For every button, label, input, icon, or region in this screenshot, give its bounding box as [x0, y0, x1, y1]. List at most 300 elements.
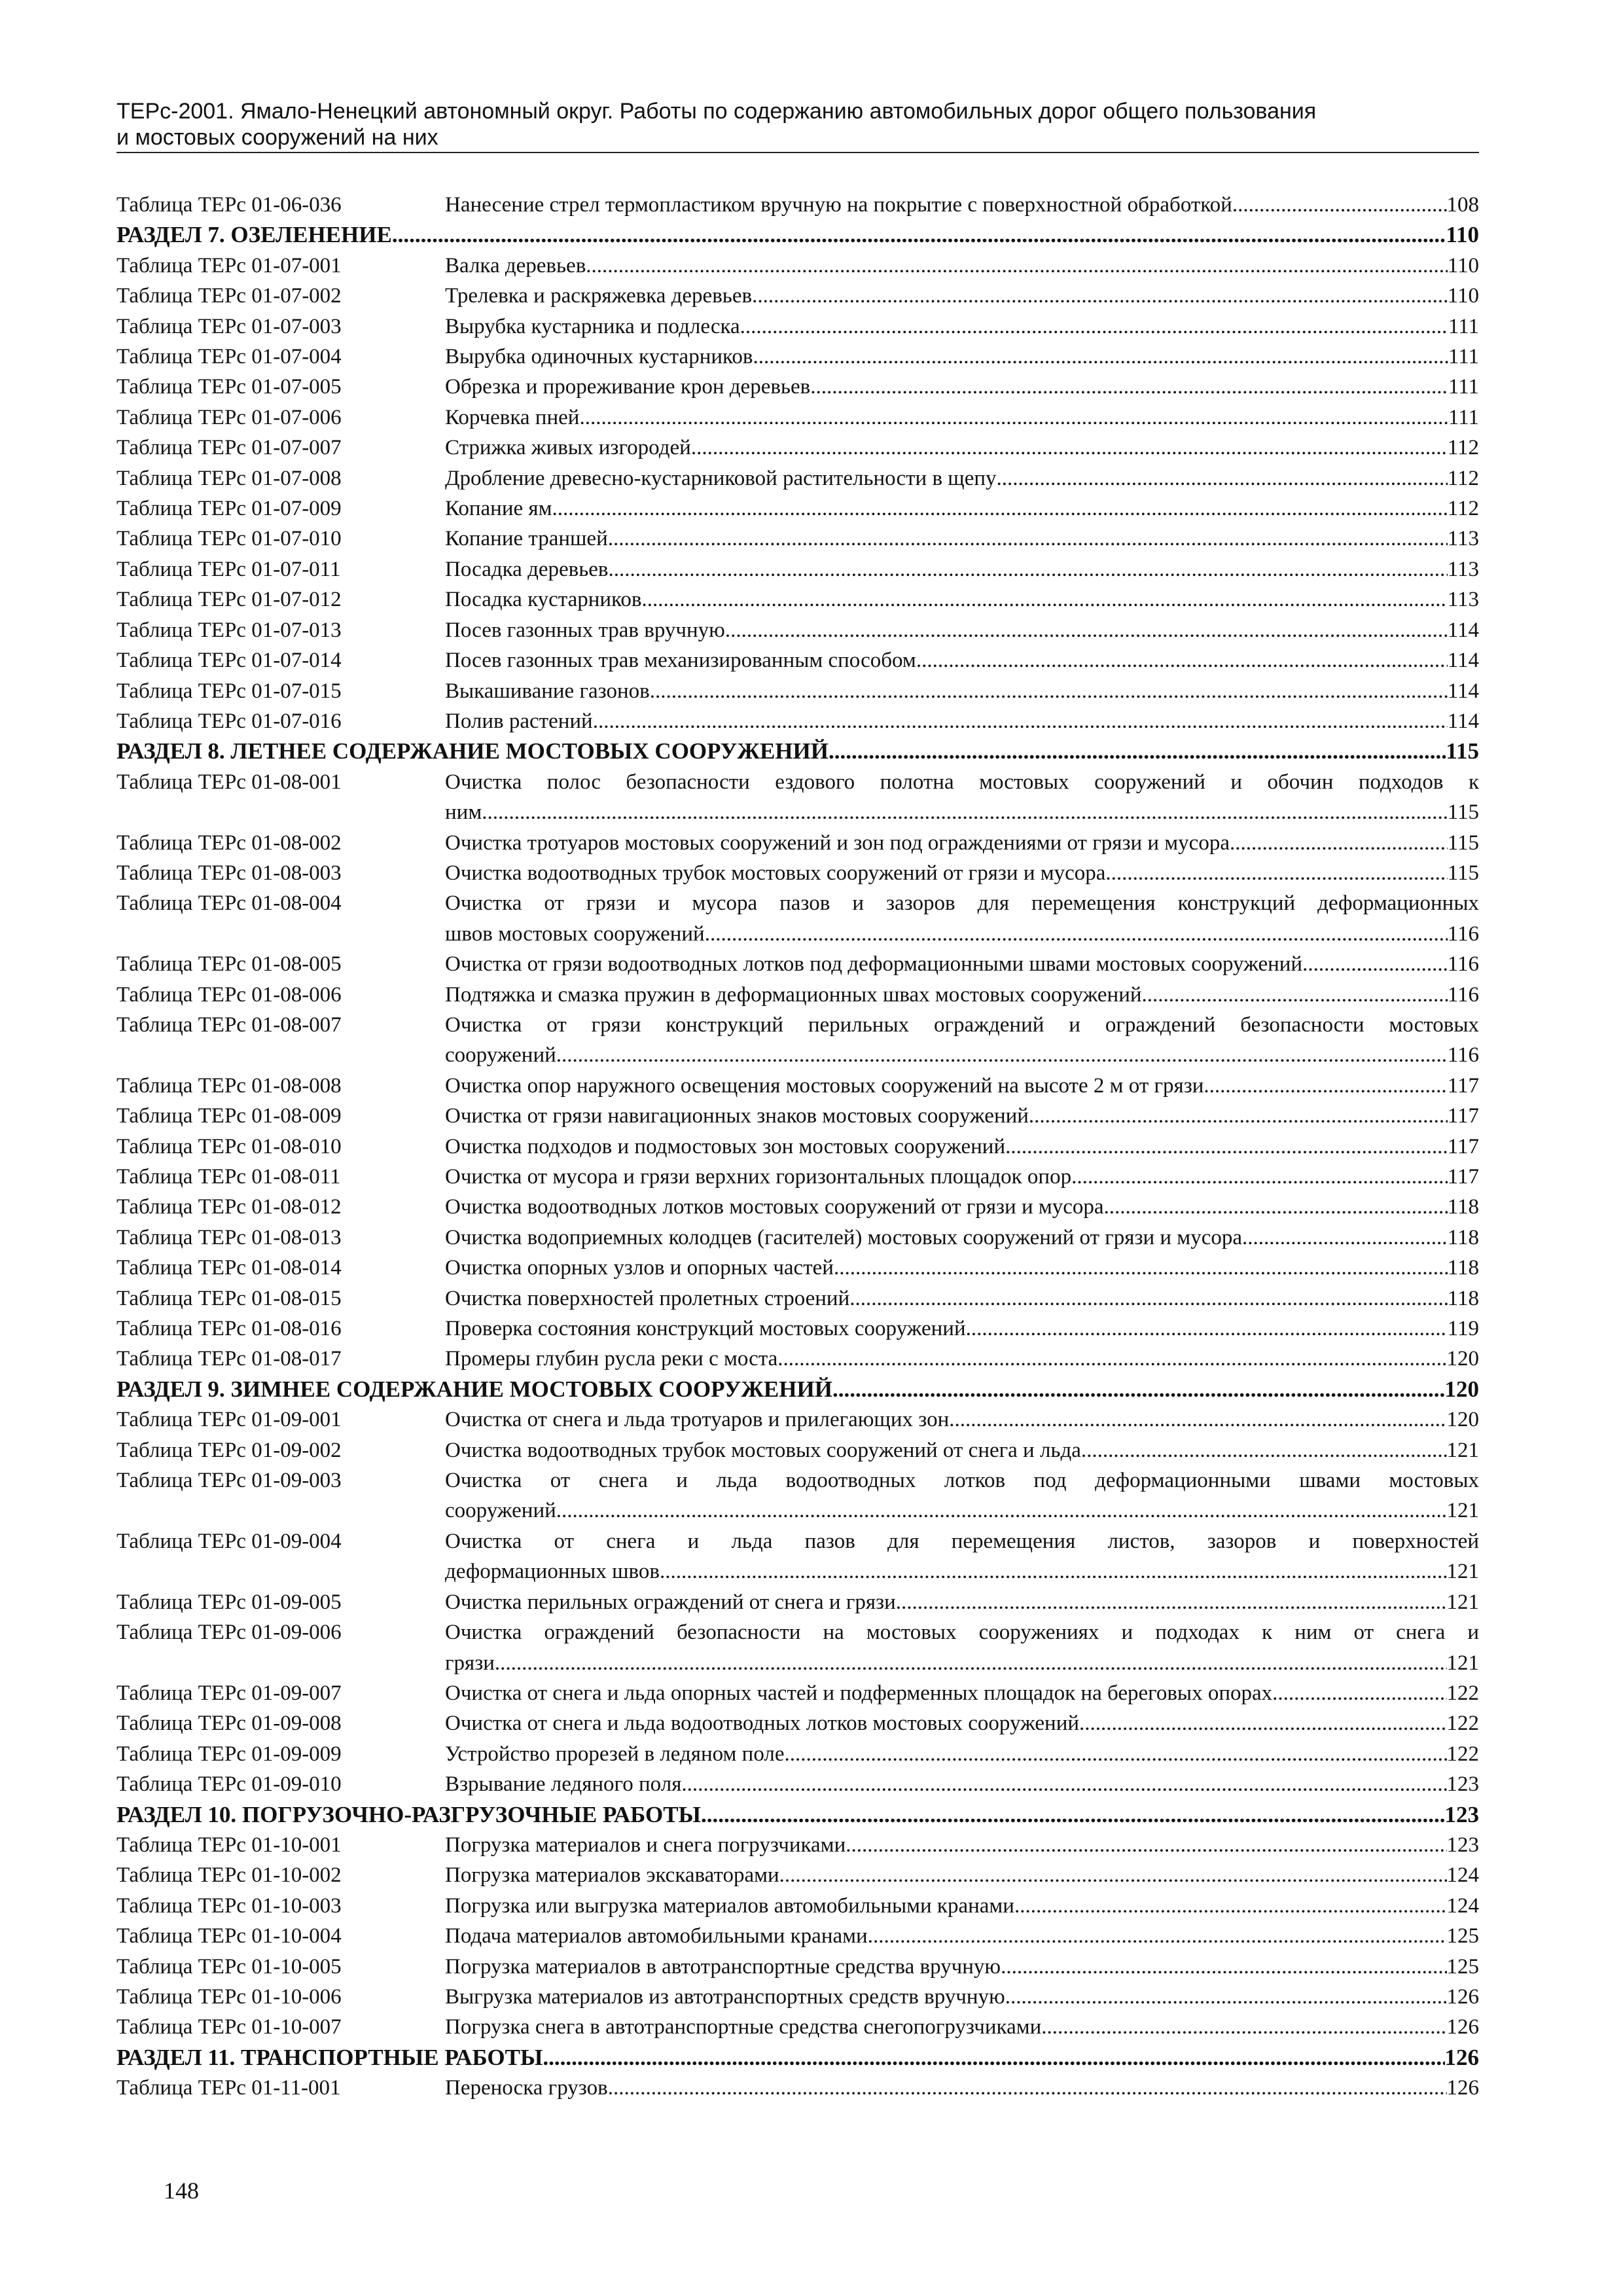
dot-leader — [1302, 949, 1448, 979]
table-description — [445, 312, 1479, 342]
entry-page-number: 125 — [1446, 1954, 1479, 1979]
table-code: Таблица ТЕРс 01-07-007 — [116, 436, 342, 460]
table-code: Таблица ТЕРс 01-09-005 — [116, 1590, 342, 1614]
description-last-line — [445, 342, 1479, 372]
description-text: Взрывание ледяного поля — [445, 1772, 682, 1797]
table-description — [445, 433, 1479, 463]
description-line: Очистка ограждений безопасности на мостовых сооружениях и подходах к ним от снега и — [445, 1621, 1479, 1645]
table-description — [445, 1132, 1479, 1162]
dot-leader — [1005, 1132, 1448, 1162]
section-page-number: 123 — [1444, 1801, 1479, 1827]
toc-entry — [116, 433, 1479, 463]
table-description — [445, 2073, 1479, 2103]
dot-leader — [997, 463, 1448, 493]
dot-leader — [482, 797, 1448, 827]
entry-page-number: 116 — [1447, 952, 1479, 977]
description-last-line — [445, 1891, 1479, 1921]
toc-entry — [116, 524, 1479, 554]
toc-entry — [116, 676, 1479, 706]
dot-leader — [832, 1374, 1445, 1405]
toc-entry — [116, 1101, 1479, 1131]
entry-page-number: 114 — [1447, 709, 1479, 733]
table-code: Таблица ТЕРс 01-08-006 — [116, 982, 342, 1007]
description-text: швов мостовых сооружений — [445, 922, 705, 946]
description-last-line — [445, 1314, 1479, 1344]
table-description — [445, 615, 1479, 645]
entry-page-number: 126 — [1446, 2015, 1479, 2039]
toc-entry — [116, 1830, 1479, 1860]
toc-entry — [116, 584, 1479, 615]
dot-leader — [966, 1314, 1448, 1344]
section-heading — [116, 2043, 1479, 2073]
dot-leader — [608, 2073, 1447, 2103]
description-last-line — [445, 1435, 1479, 1465]
table-description — [445, 1314, 1479, 1344]
entry-page-number: 117 — [1447, 1165, 1479, 1189]
table-description — [445, 1405, 1479, 1435]
entry-page-number: 115 — [1447, 831, 1479, 855]
table-code: Таблица ТЕРс 01-08-017 — [116, 1347, 342, 1371]
section-title: РАЗДЕЛ 7. ОЗЕЛЕНЕНИЕ — [116, 222, 392, 248]
entry-page-number: 121 — [1446, 1560, 1479, 1584]
description-text: Полив растений — [445, 709, 593, 733]
description-text: Копание траншей — [445, 527, 608, 551]
dot-leader — [552, 493, 1447, 524]
table-code: Таблица ТЕРс 01-10-005 — [116, 1954, 342, 1979]
table-code: Таблица ТЕРс 01-06-036 — [116, 193, 342, 217]
entry-page-number: 116 — [1447, 1043, 1479, 1067]
table-description — [445, 1830, 1479, 1860]
table-description — [445, 463, 1479, 493]
dot-leader — [1232, 190, 1447, 220]
dot-leader — [681, 1769, 1446, 1799]
description-last-line — [445, 1587, 1479, 1617]
toc-entry — [116, 493, 1479, 524]
table-code: Таблица ТЕРс 01-07-012 — [116, 588, 342, 612]
toc-entry — [116, 1982, 1479, 2012]
entry-page-number: 113 — [1447, 527, 1479, 551]
description-text: Очистка подходов и подмостовых зон мостовых сооружений — [445, 1134, 1006, 1158]
entry-page-number: 112 — [1447, 497, 1479, 521]
section-heading — [116, 1374, 1479, 1405]
table-description — [445, 1101, 1479, 1131]
section-page-number: 120 — [1444, 1376, 1479, 1402]
entry-page-number: 119 — [1447, 1317, 1479, 1341]
entry-page-number: 123 — [1446, 1772, 1479, 1797]
description-last-line — [445, 1496, 1479, 1526]
description-last-line — [445, 1921, 1479, 1951]
table-code: Таблица ТЕРс 01-09-002 — [116, 1438, 342, 1462]
entry-page-number: 110 — [1447, 284, 1479, 308]
dot-leader — [543, 2043, 1444, 2073]
toc-entry — [116, 1465, 1479, 1526]
toc-entry — [116, 1708, 1479, 1738]
description-line: Очистка от снега и льда водоотводных лотков под деформационными швами мостовых — [445, 1469, 1479, 1493]
description-text: Очистка от снега и льда тротуаров и прилегающих зон — [445, 1408, 950, 1432]
table-code: Таблица ТЕРс 01-10-003 — [116, 1893, 342, 1918]
section-title: РАЗДЕЛ 8. ЛЕТНЕЕ СОДЕРЖАНИЕ МОСТОВЫХ СООРУЖЕНИЙ — [116, 738, 829, 764]
table-description — [445, 1617, 1479, 1678]
table-code: Таблица ТЕРс 01-07-001 — [116, 253, 342, 278]
description-last-line — [445, 1556, 1479, 1587]
section-page-number: 126 — [1444, 2044, 1479, 2070]
entry-page-number: 111 — [1448, 345, 1479, 369]
entry-page-number: 126 — [1446, 2076, 1479, 2100]
table-code: Таблица ТЕРс 01-08-016 — [116, 1317, 342, 1341]
dot-leader — [586, 251, 1447, 281]
toc-entry — [116, 980, 1479, 1010]
table-code: Таблица ТЕРс 01-08-013 — [116, 1225, 342, 1249]
toc-entry — [116, 1739, 1479, 1769]
entry-page-number: 121 — [1446, 1651, 1479, 1675]
table-description — [445, 676, 1479, 706]
table-description — [445, 1223, 1479, 1253]
description-text: Стрижка живых изгородей — [445, 436, 691, 460]
description-last-line — [445, 463, 1479, 493]
toc-entry — [116, 1253, 1479, 1283]
toc-entry — [116, 828, 1479, 858]
entry-page-number: 112 — [1447, 466, 1479, 490]
dot-leader — [642, 584, 1448, 615]
toc-entry — [116, 281, 1479, 311]
entry-page-number: 111 — [1448, 405, 1479, 429]
description-text: Очистка опорных узлов и опорных частей — [445, 1256, 834, 1280]
entry-page-number: 121 — [1446, 1438, 1479, 1462]
dot-leader — [810, 372, 1448, 402]
description-text: Устройство прорезей в ледяном поле — [445, 1742, 785, 1766]
description-text: Обрезка и прореживание крон деревьев — [445, 375, 811, 399]
toc-entry — [116, 1617, 1479, 1678]
entry-page-number: 118 — [1447, 1256, 1479, 1280]
description-last-line — [445, 433, 1479, 463]
toc-entry — [116, 1010, 1479, 1071]
description-text: Очистка от мусора и грязи верхних горизонтальных площадок опор — [445, 1165, 1072, 1189]
table-code: Таблица ТЕРс 01-07-006 — [116, 405, 342, 429]
dot-leader — [691, 433, 1448, 463]
table-description — [445, 1739, 1479, 1769]
table-code: Таблица ТЕРс 01-09-008 — [116, 1712, 342, 1736]
toc-entry — [116, 2073, 1479, 2103]
table-code: Таблица ТЕРс 01-07-005 — [116, 375, 342, 399]
entry-page-number: 114 — [1447, 679, 1479, 703]
description-text: Очистка перильных ограждений от снега и грязи — [445, 1590, 896, 1614]
description-last-line — [445, 1952, 1479, 1982]
description-text: Корчевка пней — [445, 405, 580, 429]
entry-page-number: 122 — [1446, 1681, 1479, 1705]
entry-page-number: 111 — [1448, 314, 1479, 338]
toc-entry — [116, 888, 1479, 949]
table-code: Таблица ТЕРс 01-07-011 — [116, 557, 341, 581]
entry-page-number: 116 — [1447, 982, 1479, 1007]
table-description — [445, 493, 1479, 524]
table-description — [445, 1435, 1479, 1465]
description-text: Очистка водоотводных лотков мостовых сооружений от грязи и мусора — [445, 1195, 1104, 1219]
entry-page-number: 123 — [1446, 1833, 1479, 1857]
table-description — [445, 828, 1479, 858]
toc-entry — [116, 767, 1479, 828]
dot-leader — [1204, 1071, 1447, 1101]
dot-leader — [1242, 1223, 1448, 1253]
description-last-line — [445, 524, 1479, 554]
description-text: Очистка водоотводных трубок мостовых сооружений от снега и льда — [445, 1438, 1081, 1462]
description-line: Очистка от снега и льда пазов для перемещения листов, зазоров и поверхностей — [445, 1529, 1479, 1553]
entry-page-number: 112 — [1447, 436, 1479, 460]
dot-leader — [1142, 980, 1448, 1010]
description-text: сооружений — [445, 1043, 556, 1067]
table-description — [445, 251, 1479, 281]
toc-entry — [116, 372, 1479, 402]
entry-page-number: 113 — [1447, 588, 1479, 612]
table-description — [445, 1587, 1479, 1617]
table-description — [445, 342, 1479, 372]
dot-leader — [1005, 1982, 1447, 2012]
table-code: Таблица ТЕРс 01-07-009 — [116, 497, 342, 521]
description-last-line — [445, 615, 1479, 645]
toc-entry — [116, 1314, 1479, 1344]
entry-page-number: 124 — [1446, 1863, 1479, 1888]
description-text: Очистка водоприемных колодцев (гасителей) мостовых сооружений от грязи и мусора — [445, 1225, 1242, 1249]
table-code: Таблица ТЕРс 01-07-010 — [116, 527, 342, 551]
table-of-contents — [116, 190, 1479, 2104]
table-description — [445, 1465, 1479, 1526]
table-code: Таблица ТЕРс 01-09-010 — [116, 1772, 342, 1797]
description-last-line — [445, 1860, 1479, 1890]
table-description — [445, 1952, 1479, 1982]
description-text: Подача материалов автомобильными кранами — [445, 1924, 868, 1948]
table-code: Таблица ТЕРс 01-10-002 — [116, 1863, 342, 1888]
table-description — [445, 1982, 1479, 2012]
section-title: РАЗДЕЛ 11. ТРАНСПОРТНЫЕ РАБОТЫ — [116, 2044, 543, 2070]
description-last-line — [445, 251, 1479, 281]
description-text: Погрузка материалов экскаваторами — [445, 1863, 779, 1888]
toc-entry — [116, 342, 1479, 372]
description-last-line — [445, 2073, 1479, 2103]
section-heading — [116, 1800, 1479, 1830]
table-description — [445, 1860, 1479, 1890]
toc-entry — [116, 615, 1479, 645]
description-last-line — [445, 980, 1479, 1010]
table-code: Таблица ТЕРс 01-08-009 — [116, 1104, 342, 1128]
entry-page-number: 125 — [1446, 1924, 1479, 1948]
dot-leader — [725, 615, 1448, 645]
description-text: Переноска грузов — [445, 2076, 608, 2100]
description-last-line — [445, 1192, 1479, 1222]
table-code: Таблица ТЕРс 01-10-006 — [116, 1984, 342, 2009]
description-last-line — [445, 2012, 1479, 2042]
toc-entry — [116, 1192, 1479, 1222]
table-code: Таблица ТЕРс 01-09-009 — [116, 1742, 342, 1766]
table-description — [445, 1071, 1479, 1101]
entry-page-number: 120 — [1446, 1408, 1479, 1432]
description-last-line — [445, 706, 1479, 736]
section-title: РАЗДЕЛ 10. ПОГРУЗОЧНО-РАЗГРУЗОЧНЫЕ РАБОТЫ — [116, 1801, 701, 1827]
entry-page-number: 126 — [1446, 1984, 1479, 2009]
toc-entry — [116, 554, 1479, 584]
dot-leader — [495, 1648, 1447, 1678]
table-description — [445, 584, 1479, 615]
description-text: Погрузка или выгрузка материалов автомобильными кранами — [445, 1893, 1014, 1918]
table-code: Таблица ТЕРс 01-07-015 — [116, 679, 342, 703]
header-line-1: ТЕРс-2001. Ямало-Ненецкий автономный округ. Работы по содержанию автомобильных дорог общего пользования — [116, 99, 1317, 124]
section-page-number: 115 — [1446, 738, 1479, 764]
toc-entry — [116, 1071, 1479, 1101]
section-page-number: 110 — [1446, 222, 1479, 248]
table-code: Таблица ТЕРс 01-07-016 — [116, 709, 342, 733]
table-description — [445, 1708, 1479, 1738]
toc-entry — [116, 312, 1479, 342]
description-last-line — [445, 676, 1479, 706]
dot-leader — [846, 1830, 1446, 1860]
entry-page-number: 114 — [1447, 649, 1479, 673]
description-text: Погрузка материалов в автотранспортные средства вручную — [445, 1954, 1001, 1979]
section-heading — [116, 220, 1479, 250]
description-last-line — [445, 372, 1479, 402]
table-code: Таблица ТЕРс 01-07-002 — [116, 284, 342, 308]
table-description — [445, 858, 1479, 888]
description-last-line — [445, 828, 1479, 858]
entry-page-number: 114 — [1447, 618, 1479, 642]
toc-entry — [116, 251, 1479, 281]
description-last-line — [445, 858, 1479, 888]
description-text: Проверка состояния конструкций мостовых сооружений — [445, 1317, 966, 1341]
header-line-2: и мостовых сооружений на них — [116, 125, 438, 150]
dot-leader — [777, 1344, 1446, 1374]
description-text: грязи — [445, 1651, 495, 1675]
table-code: Таблица ТЕРс 01-08-007 — [116, 1013, 342, 1037]
table-code: Таблица ТЕРс 01-09-001 — [116, 1408, 342, 1432]
toc-entry — [116, 1952, 1479, 1982]
entry-page-number: 118 — [1447, 1225, 1479, 1249]
dot-leader — [1105, 858, 1447, 888]
table-code: Таблица ТЕРс 01-07-003 — [116, 314, 342, 338]
table-code: Таблица ТЕРс 01-08-014 — [116, 1256, 342, 1280]
description-last-line — [445, 1132, 1479, 1162]
dot-leader — [1081, 1435, 1447, 1465]
description-text: ним — [445, 800, 482, 825]
entry-page-number: 117 — [1447, 1134, 1479, 1158]
table-description — [445, 1283, 1479, 1314]
table-code: Таблица ТЕРс 01-08-010 — [116, 1134, 342, 1158]
dot-leader — [752, 281, 1448, 311]
description-last-line — [445, 312, 1479, 342]
entry-page-number: 120 — [1446, 1347, 1479, 1371]
dot-leader — [916, 645, 1448, 675]
description-last-line — [445, 1071, 1479, 1101]
description-text: сооружений — [445, 1499, 556, 1523]
entry-page-number: 113 — [1447, 557, 1479, 581]
table-code: Таблица ТЕРс 01-09-007 — [116, 1681, 342, 1705]
table-description — [445, 524, 1479, 554]
description-text: Выкашивание газонов — [445, 679, 650, 703]
dot-leader — [705, 919, 1448, 949]
table-code: Таблица ТЕРс 01-08-015 — [116, 1286, 342, 1310]
dot-leader — [556, 1040, 1448, 1070]
entry-page-number: 117 — [1447, 1073, 1479, 1098]
table-description — [445, 706, 1479, 736]
table-description — [445, 1162, 1479, 1192]
description-text: Очистка опор наружного освещения мостовых сооружений на высоте 2 м от грязи — [445, 1073, 1204, 1098]
entry-page-number: 115 — [1447, 800, 1479, 825]
description-last-line — [445, 1648, 1479, 1678]
table-code: Таблица ТЕРс 01-07-013 — [116, 618, 342, 642]
description-last-line — [445, 919, 1479, 949]
dot-leader — [1014, 1891, 1447, 1921]
table-code: Таблица ТЕРс 01-08-004 — [116, 891, 342, 916]
description-text: Очистка тротуаров мостовых сооружений и зон под ограждениями от грязи и мусора — [445, 831, 1230, 855]
table-description — [445, 1526, 1479, 1587]
table-description — [445, 1253, 1479, 1283]
description-text: Валка деревьев — [445, 253, 586, 278]
section-heading — [116, 736, 1479, 766]
dot-leader — [868, 1921, 1447, 1951]
table-code: Таблица ТЕРс 01-09-004 — [116, 1529, 342, 1553]
description-last-line — [445, 493, 1479, 524]
description-text: Очистка от грязи навигационных знаков мостовых сооружений — [445, 1104, 1029, 1128]
table-description — [445, 980, 1479, 1010]
description-last-line — [445, 1253, 1479, 1283]
dot-leader — [609, 554, 1448, 584]
toc-entry — [116, 1223, 1479, 1253]
description-text: Очистка от снега и льда водоотводных лотков мостовых сооружений — [445, 1712, 1080, 1736]
dot-leader — [1079, 1708, 1446, 1738]
description-last-line — [445, 1982, 1479, 2012]
dot-leader — [660, 1556, 1447, 1587]
toc-entry — [116, 949, 1479, 979]
running-header — [116, 98, 1479, 153]
table-description — [445, 767, 1479, 828]
description-last-line — [445, 1223, 1479, 1253]
table-code: Таблица ТЕРс 01-08-001 — [116, 770, 342, 794]
description-text: Очистка от снега и льда опорных частей и подферменных площадок на береговых опорах — [445, 1681, 1273, 1705]
table-code: Таблица ТЕРс 01-08-008 — [116, 1073, 342, 1098]
toc-entry — [116, 1405, 1479, 1435]
table-code: Таблица ТЕРс 01-08-011 — [116, 1165, 341, 1189]
description-last-line — [445, 1678, 1479, 1708]
table-description — [445, 949, 1479, 979]
dot-leader — [829, 736, 1446, 766]
table-description — [445, 1344, 1479, 1374]
description-last-line — [445, 797, 1479, 827]
table-description — [445, 1010, 1479, 1071]
description-last-line — [445, 645, 1479, 675]
table-description — [445, 372, 1479, 402]
description-text: Очистка водоотводных трубок мостовых сооружений от грязи и мусора — [445, 861, 1106, 885]
table-description — [445, 888, 1479, 949]
description-last-line — [445, 949, 1479, 979]
toc-entry — [116, 1435, 1479, 1465]
description-text: Вырубка кустарника и подлеска — [445, 314, 740, 338]
description-line: Очистка от грязи и мусора пазов и зазоров для перемещения конструкций деформационных — [445, 891, 1479, 916]
description-last-line — [445, 1101, 1479, 1131]
dot-leader — [608, 524, 1448, 554]
description-last-line — [445, 554, 1479, 584]
table-code: Таблица ТЕРс 01-10-001 — [116, 1833, 342, 1857]
entry-page-number: 121 — [1446, 1499, 1479, 1523]
dot-leader — [896, 1587, 1447, 1617]
table-code: Таблица ТЕРс 01-09-003 — [116, 1469, 342, 1493]
table-code: Таблица ТЕРс 01-08-005 — [116, 952, 342, 977]
entry-page-number: 122 — [1446, 1712, 1479, 1736]
description-text: Погрузка снега в автотранспортные средства снегопогрузчиками — [445, 2015, 1042, 2039]
description-text: Посадка кустарников — [445, 588, 642, 612]
dot-leader — [834, 1253, 1448, 1283]
dot-leader — [650, 676, 1448, 706]
table-code: Таблица ТЕРс 01-10-004 — [116, 1924, 342, 1948]
dot-leader — [779, 1860, 1447, 1890]
description-text: Копание ям — [445, 497, 552, 521]
toc-entry — [116, 645, 1479, 675]
description-text: Нанесение стрел термопластиком вручную на покрытие с поверхностной обработкой — [445, 193, 1232, 217]
